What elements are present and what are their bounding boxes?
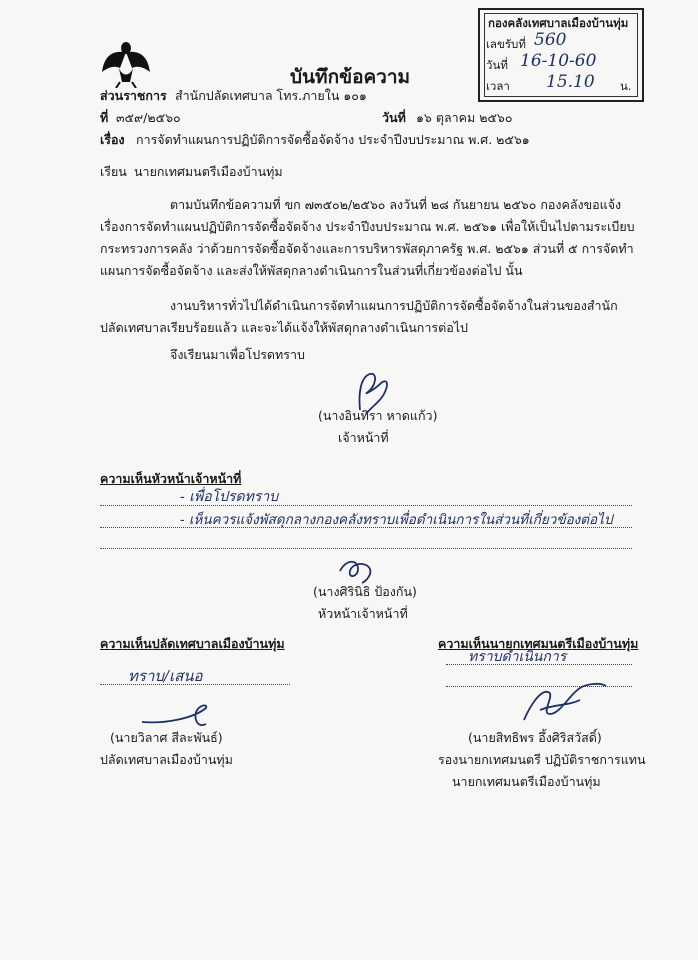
deputy-note: ทราบ/เสนอ (128, 667, 203, 685)
head-signature (336, 555, 396, 585)
doc-date-value: ๑๖ ตุลาคม ๒๕๖๐ (416, 110, 513, 125)
mayor-name: (นายสิทธิพร อึ้งศิริสวัสดิ์) (468, 730, 602, 745)
stamp-receive-value: 560 (534, 30, 567, 50)
doc-no-value: ๓๕๙/๒๕๖๐ (116, 110, 181, 125)
head-title: หัวหน้าเจ้าหน้าที่ (318, 606, 408, 621)
doc-date-label: วันที่ (382, 110, 406, 125)
mayor-note: ทราบดำเนินการ (468, 649, 567, 665)
stamp-time-unit: น. (620, 79, 632, 93)
head-opinion-note-1: - เพื่อโปรดทราบ (180, 489, 279, 505)
agency-value: สำนักปลัดเทศบาล โทร.ภายใน ๑๐๑ (175, 88, 367, 103)
deputy-title: ปลัดเทศบาลเมืองบ้านทุ่ม (100, 752, 233, 767)
body-closing: จึงเรียนมาเพื่อโปรดทราบ (170, 347, 305, 362)
memo-title: บันทึกข้อความ (290, 66, 411, 88)
officer-name: (นางอินทิรา หาดแก้ว) (318, 408, 438, 423)
body-p2-line1: งานบริหารทั่วไปได้ดำเนินการจัดทำแผนการปฏิบัติการจัดซื้อจัดจ้างในส่วนของสำนัก (170, 298, 618, 313)
head-name: (นางศิรินิธิ ป้องกัน) (313, 584, 417, 599)
agency-label: ส่วนราชการ (100, 88, 167, 103)
stamp-date-label: วันที่ (486, 58, 508, 72)
doc-no-label: ที่ (100, 110, 109, 125)
to-value: นายกเทศมนตรีเมืองบ้านทุ่ม (134, 164, 283, 179)
subject-value: การจัดทำแผนการปฏิบัติการจัดซื้อจัดจ้าง ประจำปีงบประมาณ พ.ศ. ๒๕๖๑ (136, 132, 530, 147)
receipt-stamp (478, 8, 644, 102)
body-p1-line3: กระทรวงการคลัง ว่าด้วยการจัดซื้อจัดจ้างและการบริหารพัสดุภาครัฐ พ.ศ. ๒๕๖๑ ส่วนที่ ๕ การจัดทำ (100, 241, 634, 256)
body-p1-line1: ตามบันทึกข้อความที่ ขก ๗๓๕๐๒/๒๕๖๐ ลงวันที่ ๒๘ กันยายน ๒๕๖๐ กองคลังขอแจ้ง (170, 197, 622, 212)
body-p2-line2: ปลัดเทศบาลเรียบร้อยแล้ว และจะได้แจ้งให้พัสดุกลางดำเนินการต่อไป (100, 320, 468, 335)
body-p1-line4: แผนการจัดซื้อจัดจ้าง และส่งให้พัสดุกลางดำเนินการในส่วนที่เกี่ยวข้องต่อไป นั้น (100, 263, 523, 278)
to-label: เรียน (100, 164, 127, 179)
officer-title: เจ้าหน้าที่ (338, 430, 389, 445)
mayor-title-2: นายกเทศมนตรีเมืองบ้านทุ่ม (452, 774, 601, 789)
stamp-date-value: 16-10-60 (520, 51, 597, 71)
head-opinion-label: ความเห็นหัวหน้าเจ้าหน้าที่ (100, 471, 242, 486)
stamp-time-label: เวลา (486, 79, 510, 93)
head-opinion-dotline-3 (100, 548, 632, 549)
deputy-signature (136, 698, 216, 732)
mayor-title-1: รองนายกเทศมนตรี ปฏิบัติราชการแทน (438, 752, 646, 767)
mayor-opinion-label: ความเห็นนายกเทศมนตรีเมืองบ้านทุ่ม (438, 636, 639, 651)
deputy-name: (นายวิลาศ สีละพันธ์) (110, 730, 223, 745)
garuda-emblem-icon (100, 38, 152, 88)
mayor-signature (510, 680, 610, 730)
stamp-title: กองคลังเทศบาลเมืองบ้านทุ่ม (488, 16, 629, 30)
head-opinion-note-2: - เห็นควรแจ้งพัสดุกลางกองคลังทราบเพื่อดำเนินการในส่วนที่เกี่ยวข้องต่อไป (180, 512, 613, 528)
stamp-time-value: 15.10 (546, 72, 595, 92)
subject-label: เรื่อง (100, 132, 125, 147)
stamp-receive-label: เลขรับที่ (486, 37, 526, 51)
deputy-opinion-label: ความเห็นปลัดเทศบาลเมืองบ้านทุ่ม (100, 636, 285, 651)
body-p1-line2: เรื่องการจัดทำแผนปฏิบัติการจัดซื้อจัดจ้าง ประจำปีงบประมาณ พ.ศ. ๒๕๖๑ เพื่อให้เป็นไปตามระเบียบ (100, 219, 635, 234)
